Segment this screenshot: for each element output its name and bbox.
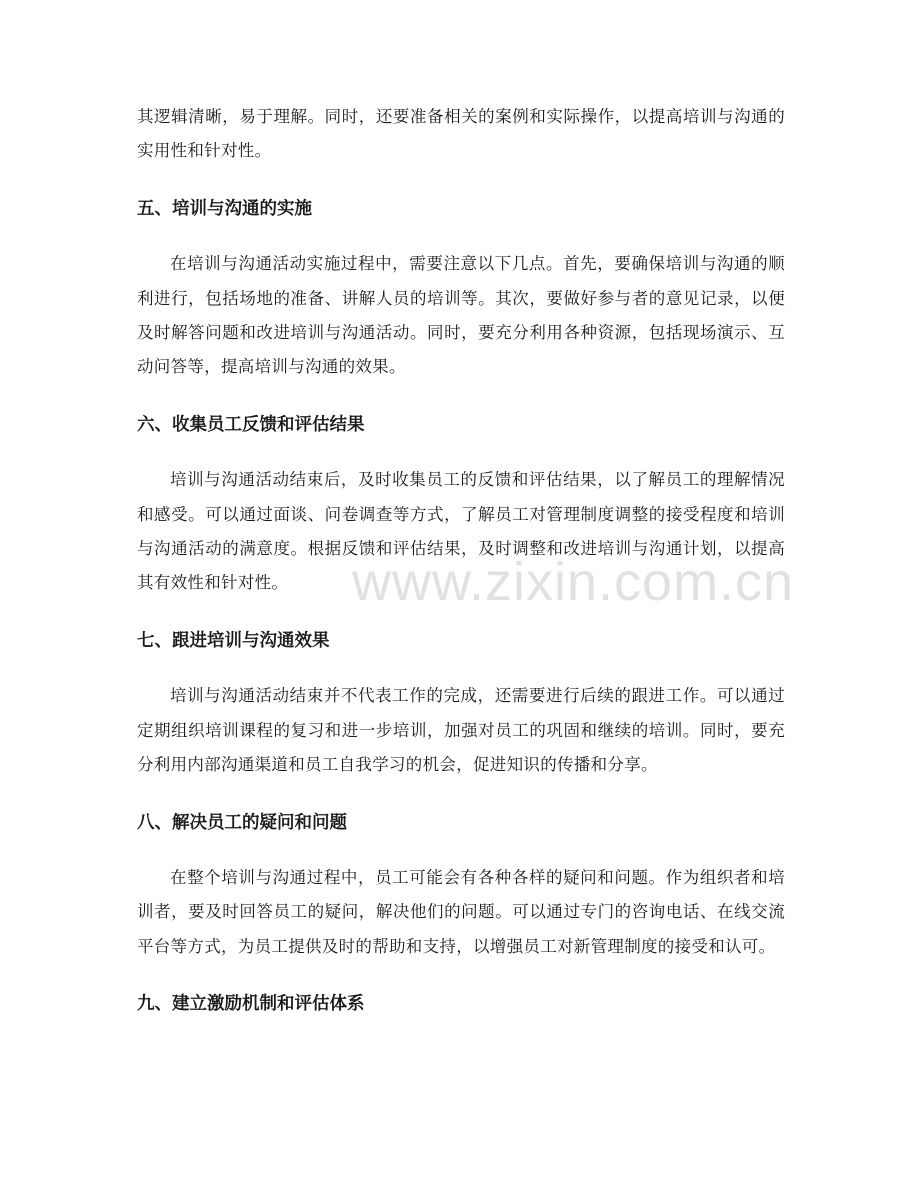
paragraph-section-7: 培训与沟通活动结束并不代表工作的完成，还需要进行后续的跟进工作。可以通过定期组织培训课程的复习和进一步培训，加强对员工的巩固和继续的培训。同时，要充分利用内部沟通渠道和员工自我学习的机会，促进知识的传播和分享。 xyxy=(137,686,785,775)
paragraph-section-6: 培训与沟通活动结束后，及时收集员工的反馈和评估结果，以了解员工的理解情况和感受。可以通过面谈、问卷调查等方式，了解员工对管理制度调整的接受程度和培训与沟通活动的满意度。根据反馈和评估结果，及时调整和改进培训与沟通计划，以提高其有效性和针对性。 xyxy=(137,470,785,593)
section-heading-6: 六、收集员工反馈和评估结果 xyxy=(137,414,365,435)
section-heading-5: 五、培训与沟通的实施 xyxy=(137,198,312,219)
document-body xyxy=(137,100,785,1022)
paragraph-section-8: 在整个培训与沟通过程中，员工可能会有各种各样的疑问和问题。作为组织者和培训者，要及时回答员工的疑问，解决他们的问题。可以通过专门的咨询电话、在线交流平台等方式，为员工提供及时的帮助和支持，以增强员工对新管理制度的接受和认可。 xyxy=(137,867,785,956)
section-heading-8: 八、解决员工的疑问和问题 xyxy=(137,812,347,833)
section-heading-7: 七、跟进培训与沟通效果 xyxy=(137,630,330,651)
paragraph-section-5: 在培训与沟通活动实施过程中，需要注意以下几点。首先，要确保培训与沟通的顺利进行，包括场地的准备、讲解人员的培训等。其次，要做好参与者的意见记录，以便及时解答问题和改进培训与沟通活动。同时，要充分利用各种资源，包括现场演示、互动问答等，提高培训与沟通的效果。 xyxy=(137,254,785,377)
watermark: www.zixin.com.cn xyxy=(352,552,795,612)
paragraph-intro: 其逻辑清晰，易于理解。同时，还要准备相关的案例和实际操作，以提高培训与沟通的实用性和针对性。 xyxy=(137,107,785,161)
section-heading-9: 九、建立激励机制和评估体系 xyxy=(137,994,365,1015)
